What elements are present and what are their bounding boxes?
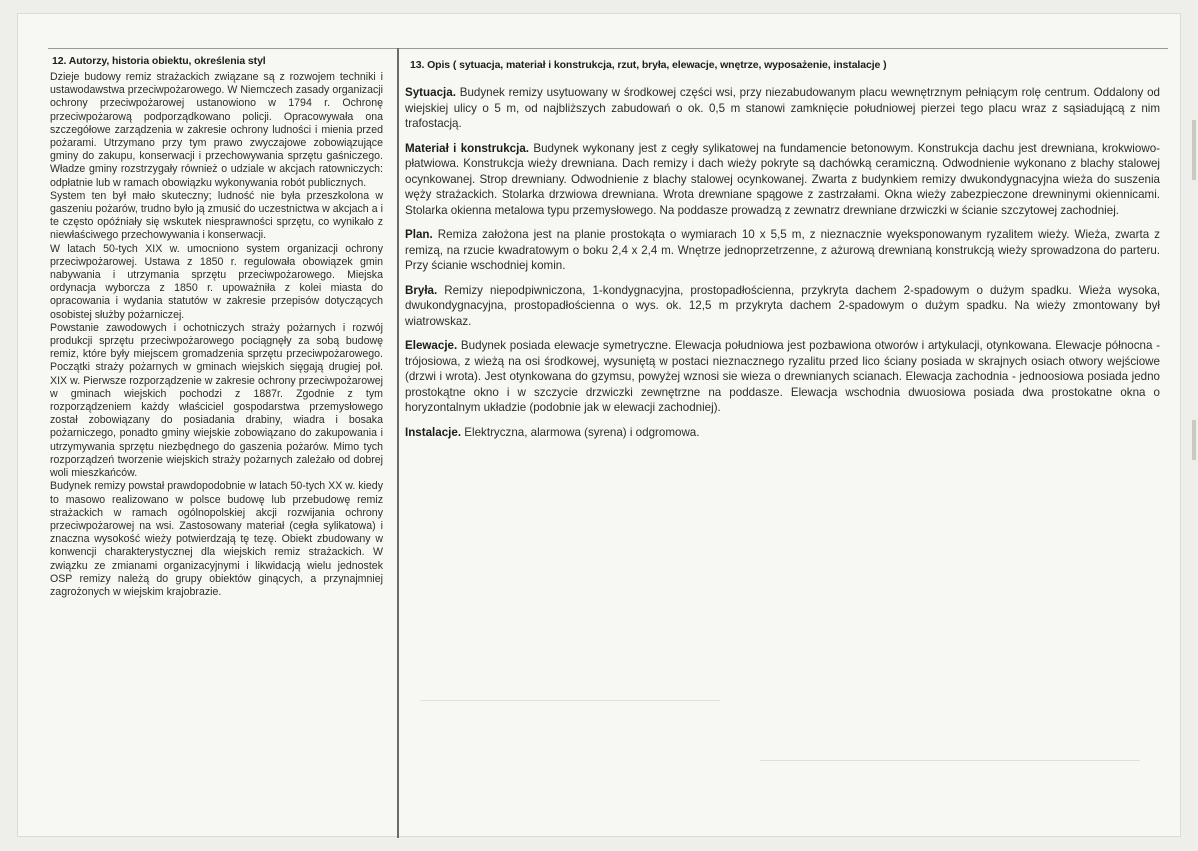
section-sytuacja [405,85,1160,132]
section-title: Elewacje. [405,339,458,352]
section-elewacje [405,338,1160,416]
section-body: Budynek remizy usytuowany w środkowej części wsi, przy niezabudowanym placu wewnętrznym pełniącym rolę centrum. Oddalony od wiejskiej ulicy o 5 m, od najbliższych zabudowań o ok. 0,5 m stanowi zamknięcie południowej pierzei tego placu wraz z sąsiadującą z nim trafostacją. [405,86,1160,130]
section-body: Elektryczna, alarmowa (syrena) i odgromowa. [461,425,700,439]
section-material [405,141,1160,219]
section-bryla [405,283,1160,330]
section-title: Instalacje. [405,425,462,439]
history-paragraph: Powstanie zawodowych i ochotniczych straży pożarnych i rozwój produkcji sprzętu przeciwpożarowego pociągnęły za sobą budowę remiz, które były miejscem gromadzenia sprzętu przeciwpożarowego. Początki straży pożarnych w gminach wiejskich sięgają drugiej poł. XIX w. Pierwsze rozporządzenie w zakresie ochrony przeciwpożarowej w gminach wiejskich pochodzi z 1887r. Zgodnie z tym rozporządzeniem każdy właściciel gospodarstwa przemysłowego został zobowiązany do posiadania drabiny, wiadra i bosaka pożarniczego, ponadto gminy wiejskie zobowiązano do zakupowania i utrzymywania sprzętu niezbędnego do gaszenia pożarów. Mimo tych rozporządzeń tworzenie wiejskich straży pożarnych zależało od dobrej woli mieszkańców. [50,321,383,480]
column-divider [397,48,399,838]
section-title: Plan. [405,228,433,241]
description-heading: 13. Opis ( sytuacja, materiał i konstrukcja, rzut, bryła, elewacje, wnętrze, wyposażenie, instalacje ) [410,59,887,71]
history-paragraph: Dzieje budowy remiz strażackich związane są z rozwojem techniki i ustawodawstwa przeciwpożarowego. W Niemczech zasady organizacji ochrony przeciwpożarowej ustanowiono w 1794 r. Ochronę przeciwpożarową podporządkowano policji. Opracowywała ona szczegółowe zarządzenia w zakresie ochrony ludności i mienia przed pożarami. Utrzymano przy tym prawo zwyczajowe zobowiązujące gminy do zakupu, konserwacji i przechowywania sprzętu gaśniczego. Władze gminy rozstrzygały również o udziale w akcjach ratowniczych: odpłatnie lub w ramach obowiązku wykonywania robót publicznych. [50,71,383,189]
history-heading: 12. Autorzy, historia obiektu, określenia styl [52,55,266,67]
section-body: Budynek posiada elewacje symetryczne. Elewacja południowa jest pozbawiona otworów i artykulacji, otynkowana. Elewacje północna - trójosiowa, z wieżą na osi środkowej, wysuniętą w postaci nieznacznego ryzalitu przed lico ściany posiada w skrajnych osiach otwory wejściowe (drzwi i wrota). Jest otynkowana do gzymsu, powyżej wznosi sie wieza o drewnianych scianach. Elewacja zachodnia - jednoosiowa posiada jedno prostokątne okno i w szczycie drzwiczki zewnętrzne na poddasze. Elewacja wschodnia dwuosiowa posiada dwa prostokatne okna o horyzontalnym układzie (podobnie jak w elewacji zachodniej). [405,339,1160,414]
top-rule [48,48,1168,49]
section-body: Remizy niepodpiwniczona, 1-kondygnacyjna, prostopadłościenna, przykryta dachem 2-spadowym o dużym spadku. Wieża wysoka, dwukondygnacyjna, prostopadłościenna o wys. ok. 12,5 m przykryta dachem 2-spadowym o dużym spadku. Na wieży zmontowany był wiatrowskaz. [405,283,1160,328]
edge-mark [1192,420,1196,460]
history-text [50,71,383,599]
history-paragraph: System ten był mało skuteczny; ludność nie była przeszkolona w gaszeniu pożarów, trudno było ją zmusić do uczestnictwa w akcjach a i te często opóźniały się wskutek niesprawności sprzętu, co wynikało z niewłaściwego przechowywania i konserwacji. [50,189,383,242]
section-title: Bryła. [405,283,438,297]
section-title: Sytuacja. [405,86,456,99]
history-column [50,55,383,599]
description-column [405,55,1160,449]
history-paragraph: W latach 50-tych XIX w. umocniono system organizacji ochrony przeciwpożarowej. Ustawa z 1850 r. regulowała obowiązek gmin nabywania i utrzymania sprzętu przeciwpożarowego. Miejska ordynacja wyborcza z 1850 r. upoważniła z kolei miasta do opracowania i wydania statutów w zakresie przepisów dotyczących osobistej służby pożarniczej. [50,242,383,321]
history-paragraph: Budynek remizy powstał prawdopodobnie w latach 50-tych XX w. kiedy to masowo realizowano w polsce budowę lub przebudowę remiz strażackich w ramach ogólnopolskiej akcji rozwijania ochrony przeciwpożarowej na wsi. Zastosowany materiał (cegła sylikatowa) i znaczna wysokość wieży potwierdzają tę tezę. Obiekt zbudowany w konwencji charakterystycznej dla wiejskich remiz strażackich. W związku ze zmianami organizacyjnymi i likwidacją wielu jednostek OSP remizy należą do grupy obiektów ginących, a przynajmniej zagrożonych w wiejskim krajobrazie. [50,480,383,598]
scan-artifact [420,700,720,701]
edge-mark [1192,120,1196,180]
section-body: Budynek wykonany jest z cegły sylikatowej na fundamencie betonowym. Konstrukcja dachu jest drewniana, krokwiowo-płatwiowa. Konstrukcja wieży drewniana. Dach remizy i dach wieży pokryte są dachówką ceramiczną. Odwodnienie wykonano z blachy stalowej ocynkowanej. Strop drewniany. Odwodnienie z blachy stalowej ocynkowanej. Zwarta z budynkiem remizy dwukondygnacyjna wieża do suszenia węży strażackich. Stolarka drzwiowa drewniana. Wrota drewniane spągowe z zastrzałami. Okna wieży zabezpieczone drewninymi okiennicami. Stolarka okienna metalowa typu przemysłowego. Na poddasze prowadzą z zewnatrz drewniane drzwiczki w ścianie szczytowej zachodniej. [405,141,1161,217]
section-title: Materiał i konstrukcja. [405,141,530,155]
section-body: Remiza założona jest na planie prostokąta o wymiarach 10 x 5,5 m, z nieznacznie wyeksponowanym ryzalitem wieży. Wieża, zwarta z remizą, na rzucie kwadratowym o boku 2,4 x 2,4 m. Wnętrze jednoprzetrzenne, z ażurową drewnianą konstrukcją wieży sprowadzona do parteru. Przy ścianie wschodniej komin. [405,228,1160,272]
scan-artifact [760,760,1140,761]
section-plan [405,227,1160,274]
section-instalacje [405,425,1160,441]
